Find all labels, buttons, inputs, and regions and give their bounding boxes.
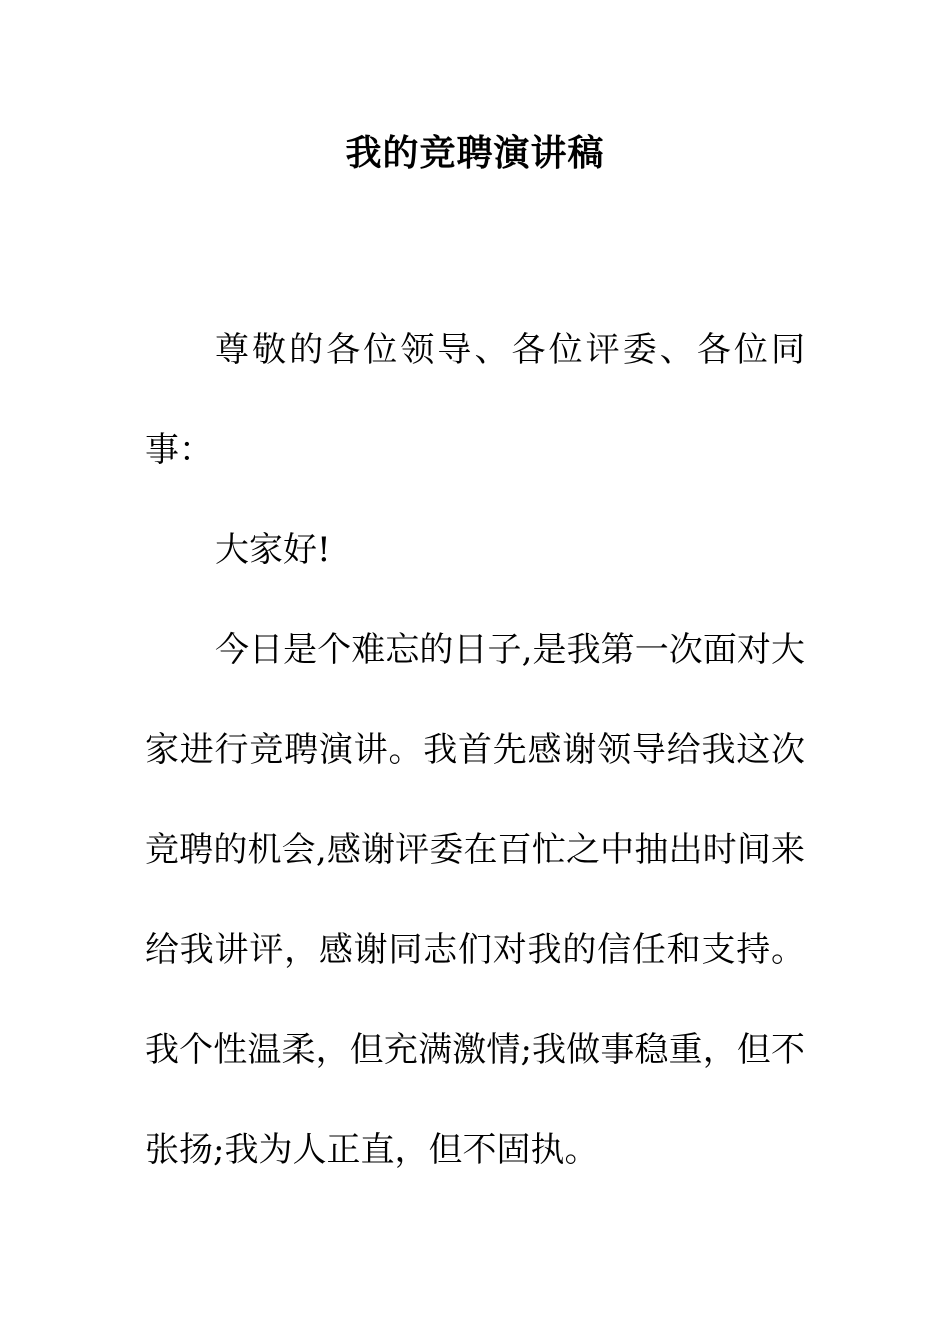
document-title: 我的竞聘演讲稿	[345, 132, 605, 174]
salutation-paragraph: 尊敬的各位领导、各位评委、各位同事：	[145, 330, 805, 470]
greeting-paragraph: 大家好!	[215, 530, 331, 570]
body-paragraph: 今日是个难忘的日子,是我第一次面对大家进行竞聘演讲。我首先感谢领导给我这次竞聘的机会,感谢评委在百忙之中抽出时间来给我讲评，感谢同志们对我的信任和支持。我个性温柔，但充满激情;我做事稳重，但不张扬;我为人正直，但不固执。	[145, 630, 805, 1170]
document-body	[145, 300, 805, 1200]
